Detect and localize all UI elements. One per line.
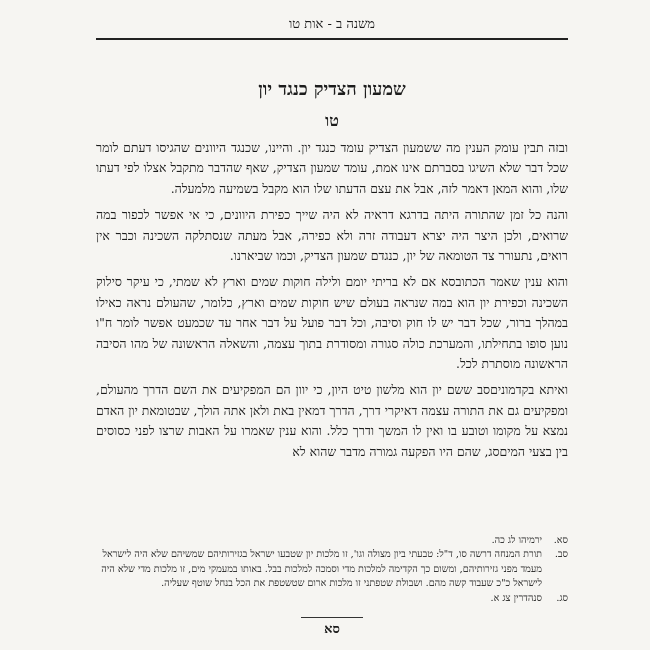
running-header: משנה ב - אות טו — [288, 17, 376, 32]
page-number: סא — [324, 622, 340, 637]
footnote-text: ירמיהו לג כה. — [491, 535, 542, 546]
footnote-number: סב. — [554, 549, 568, 561]
footnote-text: תורת המנחה דרשה סו, ד"ל: טבעתי ביון מצולה וגו', זו מלכות יון שטבעו ישראל בגזירותיהם שמשיהם שלא היה לישראל מעמד מפני גזירותיהם, ומשום כך הקדימה למלכות מדי וסמכה למלכות בבל. באותו במעמקי מים, זו מלכות מדי שלא היה לישראל כ"כ שעבוד קשה מהם. ושבולת שטפתני זו מלכות ארום שטשטפת את הכל בנחל שוטף שעליה. — [101, 549, 542, 590]
book-page — [96, 0, 568, 650]
footnote-number: סג. — [556, 592, 568, 604]
paragraph: והוא ענין שאמר הכתובסא אם לא בריתי יומם ולילה חוקות שמים וארץ לא שמתי, כי עיקר סילוק השכינה וכפירת יון הוא במה שנראה בעולם שיש חוקות שמים וארץ, כלומר, שהעולם נראה כאילו במהלך ברור, שכל דבר יש לו חוק וסיבה, וכל דבר פועל על דבר אחר עד שכמעט אפשר לומר ח"ו נוען סופו בתחילתו, והמערכת כולה סגורה ומסודרת בתוך עצמה, והשאלה הראשונה של מהו הסיבה הראשונה מוסתרת לכל. — [96, 274, 568, 372]
body-text — [96, 138, 568, 468]
footnote-number: סא. — [553, 535, 568, 546]
chapter-title: שמעון הצדיק כנגד יון — [258, 79, 406, 100]
footnote — [96, 548, 568, 591]
header-rule — [96, 38, 568, 40]
footnote-text: סנהדרין צג א. — [490, 592, 542, 604]
paragraph: ובזה תבין עומק הענין מה ששמעון הצדיק עומד כנגד יון. והיינו, שכנגד היוונים שהגיסו דעתם לומר שכל דבר שלא השיגו בסברתם אינו אמת, עומד שמעון הצדיק, שאף שהדבר מתקבל אצלו לפי דעתו שלו, והוא המאן דאמר לזה, אבל את עצם הדעתו שלו הוא מקבל בשמיעה מלמעלה. — [96, 140, 568, 196]
footnote — [96, 534, 568, 548]
footer-rule — [301, 617, 363, 618]
footnote — [96, 592, 568, 606]
section-letter: טו — [325, 111, 339, 130]
paragraph: והנה כל זמן שהתורה היתה בדרגא דראיה לא היה שייך כפירת היוונים, כי אי אפשר לכפור במה שרואים, ולכן היצר היה יצרא דעבודה זרה ולא כפירה, אבל מעתה שנסתלקה השכינה וכבר אין רואים, נתעורר צד הטומאה של יון, כנגדם שמעון הצדיק, וכמו שביארנו. — [96, 207, 568, 264]
paragraph: ואיתא בקדמוניםסב ששם יון הוא מלשון טיט היון, כי יוון הם המפקיעים את השם הדרך מהעולם, ומפקיעים גם את התורה עצמה דאיקרי דרך, הדרך דמאין באת ולאן אתה הולך, שבטומאת יון האדם נמצא על מקומו וטובע בו ואין לו המשך ודרך כלל. והוא ענין שאמרו על האבות שרצו לפני כסוסים בין בצעי המיםסג, שהם היו הפקעה גמורה מדבר שהוא לא — [96, 382, 568, 459]
footnotes — [96, 534, 568, 606]
